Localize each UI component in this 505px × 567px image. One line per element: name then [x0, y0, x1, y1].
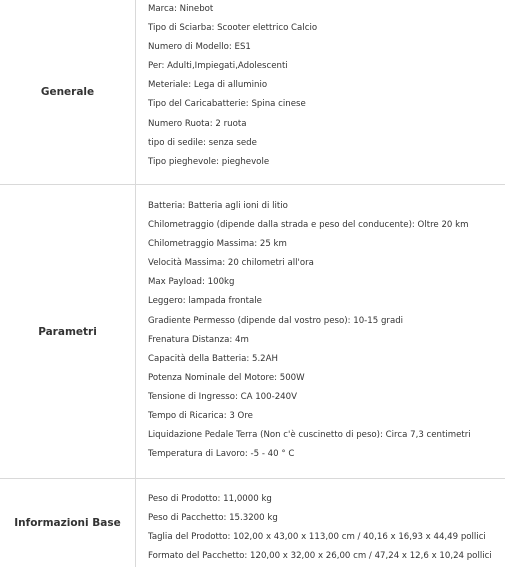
section-label: Parametri: [38, 325, 97, 338]
spec-item: Numero Ruota: 2 ruota: [148, 118, 247, 129]
spec-item: tipo di sedile: senza sede: [148, 137, 257, 148]
spec-item: Peso di Prodotto: 11,0000 kg: [148, 494, 272, 504]
spec-item: Leggero: lampada frontale: [148, 296, 262, 307]
spec-item: Batteria: Batteria agli ioni di litio: [148, 201, 288, 211]
section-items: [136, 0, 505, 184]
spec-item: Per: Adulti,Impiegati,Adolescenti: [148, 61, 288, 72]
spec-item: Gradiente Permesso (dipende dal vostro peso): 10-15 gradi: [148, 315, 404, 326]
spec-item: Chilometraggio (dipende dalla strada e peso del conducente): Oltre 20 km: [148, 220, 469, 231]
spec-item: Peso di Pacchetto: 15.3200 kg: [148, 513, 278, 524]
spec-item: Tipo pieghevole: pieghevole: [148, 156, 270, 167]
spec-item: Tempo di Ricarica: 3 Ore: [148, 411, 253, 422]
spec-item: Chilometraggio Massima: 25 km: [148, 239, 287, 250]
section-label-cell: [0, 479, 136, 567]
spec-section-generale: [0, 0, 505, 185]
spec-item: Numero di Modello: ES1: [148, 42, 251, 53]
spec-item: Liquidazione Pedale Terra (Non c'è cuscinetto di peso): Circa 7,3 centimetri: [148, 430, 471, 441]
spec-item: Potenza Nominale del Motore: 500W: [148, 372, 305, 383]
section-label-cell: [0, 0, 136, 184]
spec-section-parametri: [0, 185, 505, 479]
spec-item: Tensione di Ingresso: CA 100-240V: [148, 391, 297, 402]
spec-item: Velocità Massima: 20 chilometri all'ora: [148, 258, 314, 269]
spec-item: Tipo di Sciarba: Scooter elettrico Calcio: [148, 23, 318, 34]
spec-item: Capacità della Batteria: 5.2AH: [148, 353, 278, 364]
section-label: Informazioni Base: [14, 517, 121, 529]
spec-item: Meteriale: Lega di alluminio: [148, 80, 268, 91]
spec-item: Marca: Ninebot: [148, 4, 214, 14]
spec-item: Temperatura di Lavoro: -5 - 40 ° C: [148, 449, 295, 460]
spec-item: Frenatura Distanza: 4m: [148, 334, 249, 345]
spec-item: Taglia del Prodotto: 102,00 x 43,00 x 113,00 cm / 40,16 x 16,93 x 44,49 pollici: [148, 532, 486, 543]
section-label-cell: [0, 185, 136, 478]
spec-item: Formato del Pacchetto: 120,00 x 32,00 x 26,00 cm / 47,24 x 12,6 x 10,24 pollici: [148, 551, 492, 562]
spec-item: Tipo del Caricabatterie: Spina cinese: [148, 99, 306, 110]
spec-item: Max Payload: 100kg: [148, 277, 235, 288]
section-items: [136, 185, 505, 478]
section-label: Generale: [40, 86, 95, 98]
section-items: [136, 479, 505, 567]
spec-section-informazioni-base: [0, 479, 505, 567]
